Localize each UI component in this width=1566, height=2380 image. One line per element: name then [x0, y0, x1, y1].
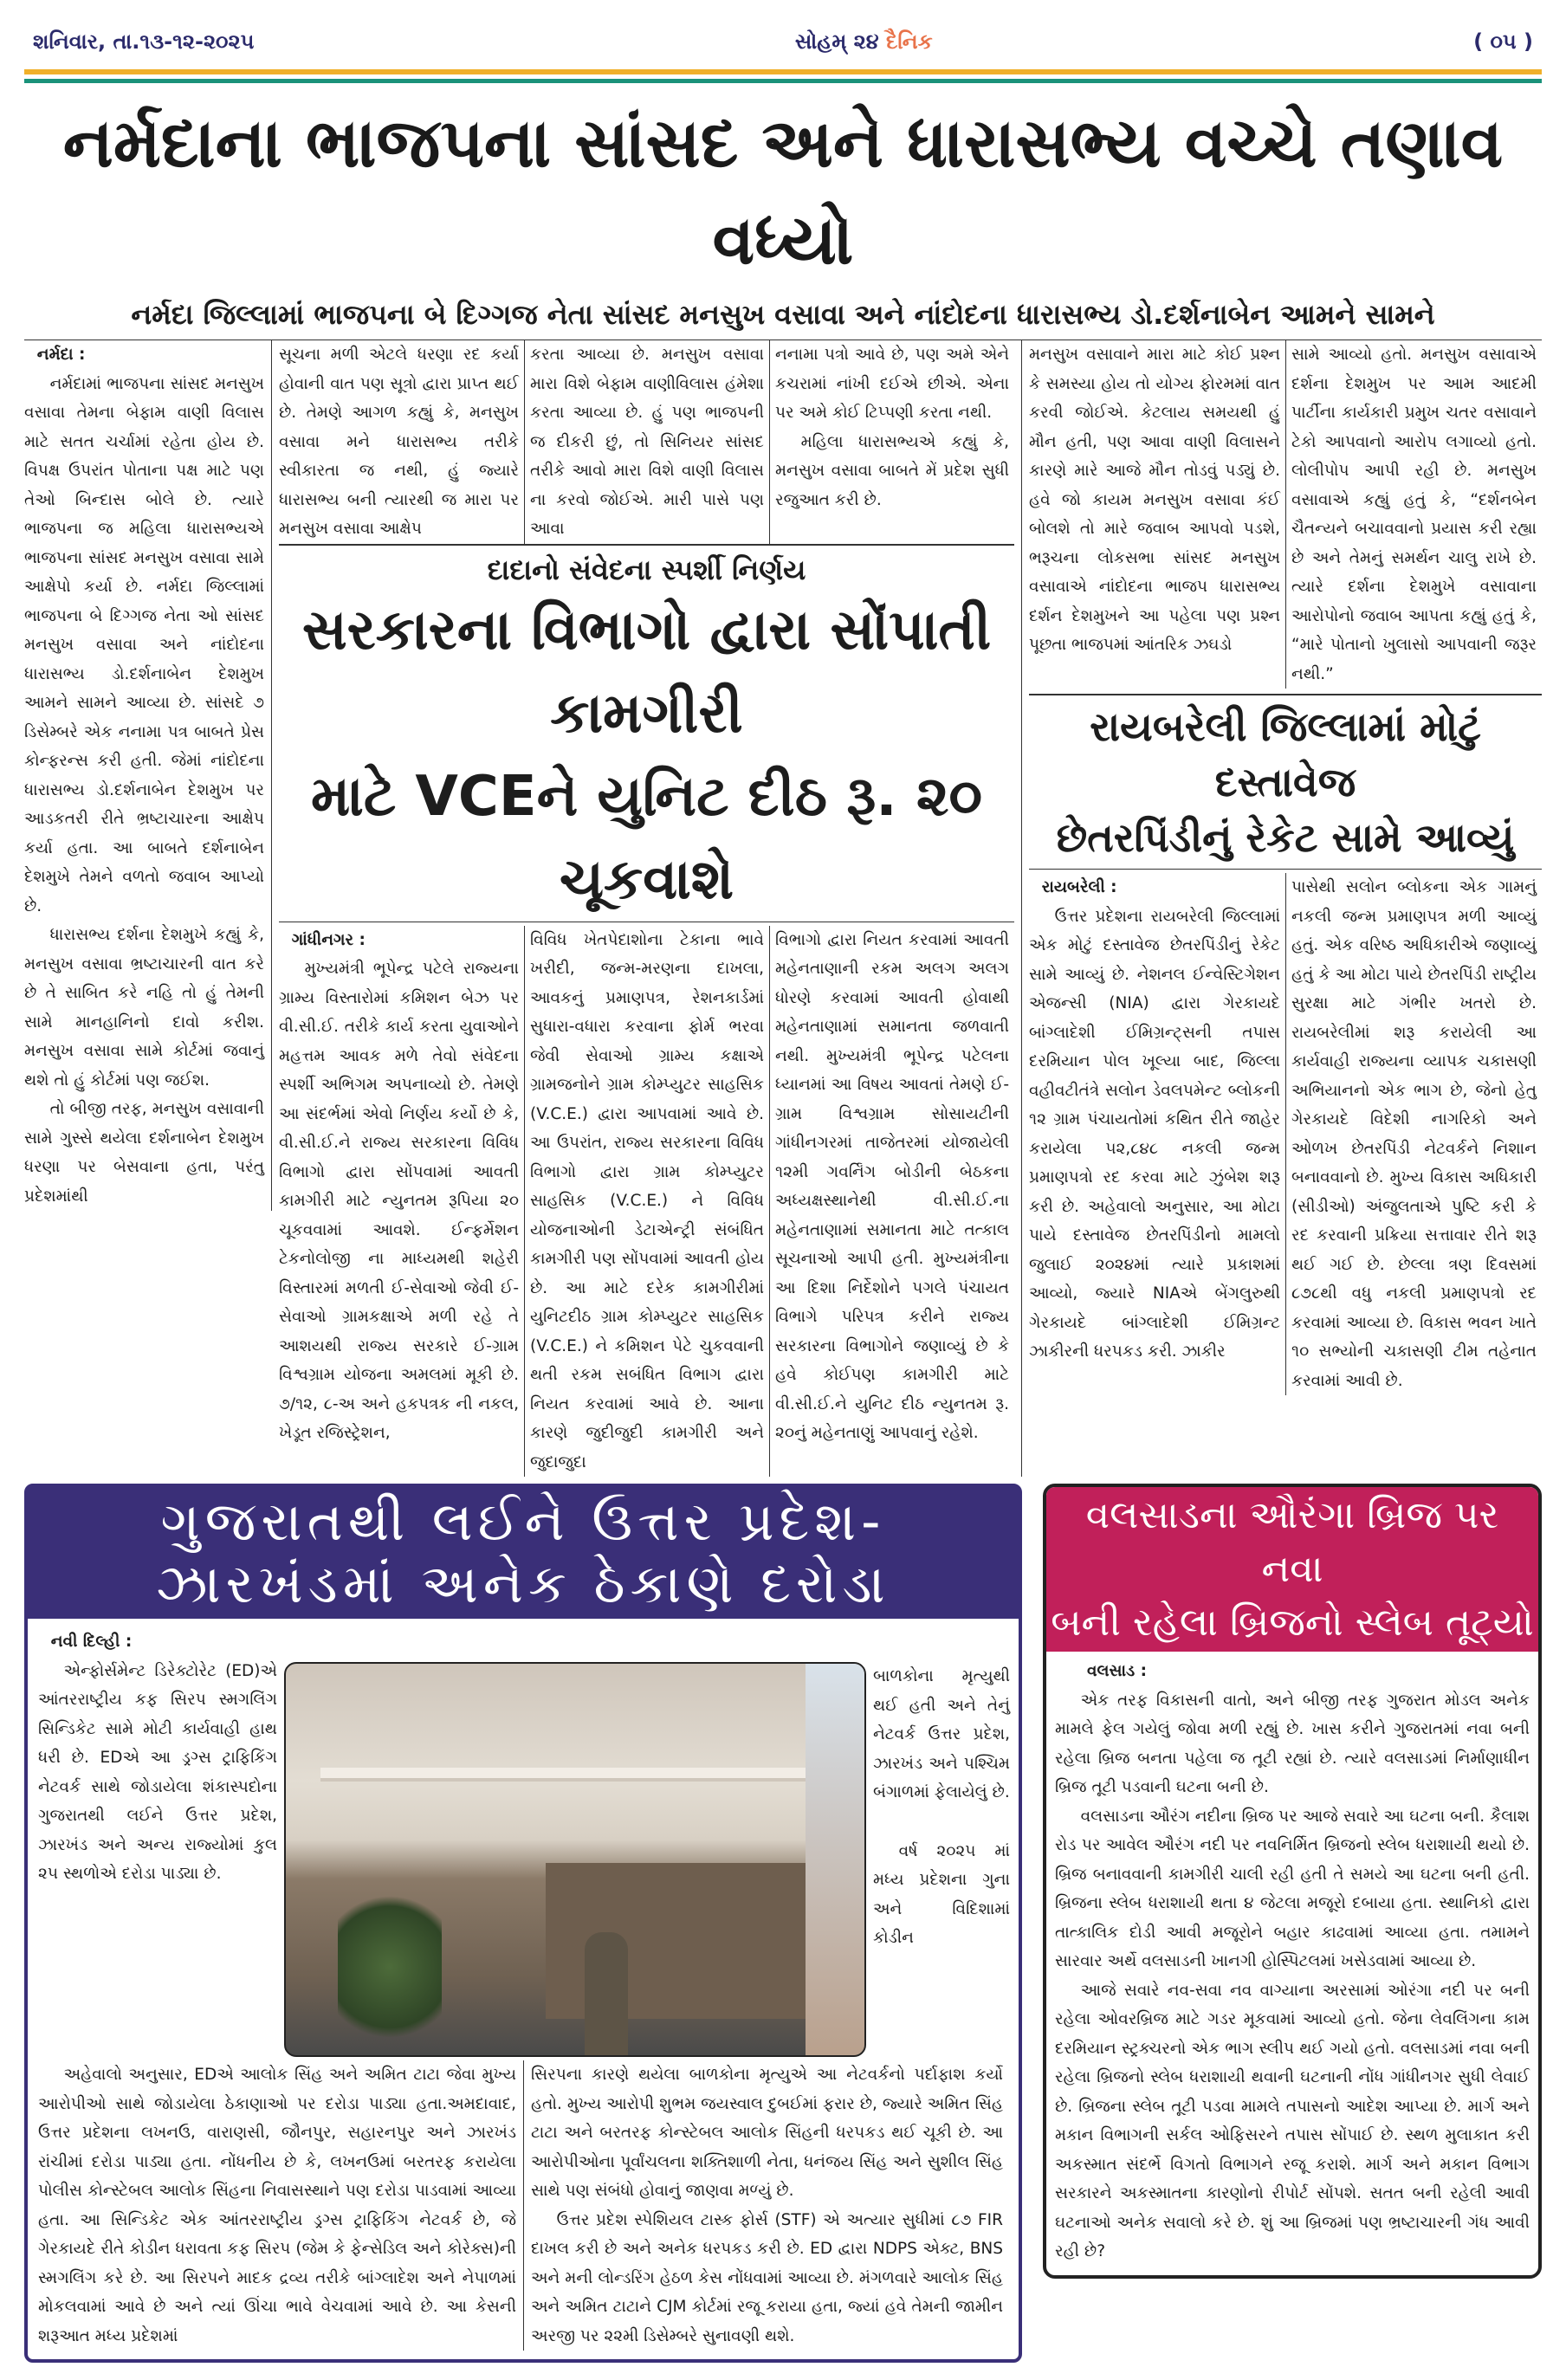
paragraph: એક તરફ વિકાસની વાતો, અને બીજી તરફ ગુજરાત મોડલ અનેક મામલે ફેલ ગયેલું જોવા મળી રહ્યું છે. ખાસ કરીને ગુજરાતમાં નવા બની રહેલા બ્રિજ બનતા પહેલા જ તૂટી રહ્યાં છે. ત્યારે વલસાડમાં નિર્માણાધીન બ્રિજ તૂટી પડવાની ઘટના બની છે.	[1055, 1691, 1530, 1796]
story1-column-2	[279, 340, 524, 544]
story2-column-2	[524, 926, 769, 1478]
story5-headline-line1: વલસાડના ઔરંગા બ્રિજ પર નવા	[1085, 1493, 1499, 1591]
story1-column-3	[524, 340, 769, 544]
paragraph: સૂચના મળી એટલે ધરણા રદ કર્યા હોવાની વાત પણ સૂત્રો દ્વારા પ્રાપ્ત થઈ છે. તેમણે આગળ કહ્યું કે, મનસુખ વસાવા મને ધારાસભ્ય તરીકે સ્વીકારતા જ નથી, હું જ્યારે ધારાસભ્ય બની ત્યારથી જ મારા પર મનસુખ વસાવા આક્ષેપ	[279, 346, 519, 538]
masthead-accent: દૈનિક	[885, 29, 933, 54]
paragraph: વિભાગો દ્વારા નિયત કરવામાં આવતી મહેનતાણાની રકમ અલગ અલગ ધોરણે કરવામાં આવતી હોવાથી મહેનતાણામાં સમાનતા જળવાતી નથી. મુખ્યમંત્રી ભૂપેન્દ્ર પટેલના ધ્યાનમાં આ વિષય આવતાં તેમણે ઈ-ગ્રામ વિશ્વગ્રામ સોસાયટીની ગાંધીનગરમાં તાજેતરમાં યોજાયેલી ૧૨મી ગવર્નિંગ બોડીની બેઠકના અધ્યક્ષસ્થાનેથી વી.સી.ઈ.ના મહેનતાણામાં સમાનતા માટે તત્કાલ સૂચનાઓ આપી હતી. મુખ્યમંત્રીના આ દિશા નિર્દેશોને પગલે પંચાયત વિભાગે પરિપત્ર કરીને રાજ્ય સરકારના વિભાગોને જણાવ્યું છે કે હવે કોઈપણ કામગીરી માટે વી.સી.ઈ.ને યુનિટ દીઠ ન્યુનતમ રૂ. ૨૦નું મહેનતાણું આપવાનું રહેશે.	[775, 930, 1009, 1442]
paragraph: સામે આવ્યો હતો. મનસુખ વસાવાએ દર્શના દેશમુખ પર આમ આદમી પાર્ટીના કાર્યકારી પ્રમુખ ચતર વસાવાને ટેકો આપવાનો આરોપ લગાવ્યો હતો. લોલીપોપ આપી રહી છે. મનસુખ વસાવાએ કહ્યું હતું કે, “દર્શનબેન ચૈતન્યને બચાવવાનો પ્રયાસ કરી રહ્યા છે અને તેમનું સમર્થન ચાલુ રાખે છે. ત્યારે દર્શના દેશમુખે વસાવાના આરોપોનો જવાબ આપતા કહ્યું હતું કે, “મારે પોતાનો ખુલાસો આપવાની જરૂર નથી.”	[1291, 346, 1537, 683]
right-cell	[1022, 340, 1542, 1395]
bottom-section	[24, 1484, 1542, 2363]
story2-headline-line1: સરકારના વિભાગો દ્વારા સોંપાતી કામગીરી	[301, 598, 992, 746]
story5-frame	[1043, 1484, 1542, 2279]
story2-column-1	[279, 926, 524, 1478]
orange-rule	[24, 69, 1542, 74]
story4-frame	[24, 1484, 1022, 2363]
story3-column-1	[1029, 873, 1285, 1395]
story3-column-2	[1285, 873, 1542, 1395]
story4-bottom-left	[38, 2060, 524, 2351]
plant	[338, 1880, 442, 2053]
story2-headline-line2: માટે VCEને યુનિટ દીઠ રૂ. ૨૦ ચૂકવાશે	[310, 764, 982, 912]
story4-bottom-body	[28, 2057, 1019, 2359]
paragraph: નર્મદામાં ભાજપના સાંસદ મનસુખ વસાવા તેમના બેફામ વાણી વિલાસ માટે સતત ચર્ચામાં રહેતા હોય છે. વિપક્ષ ઉપરાંત પોતાના પક્ષ માટે પણ તેઓ બિન્દાસ બોલે છે. ત્યારે ભાજપના જ મહિલા ધારાસભ્યએ ભાજપના સાંસદ મનસુખ વસાવા સામે આક્ષેપો કર્યા છે. નર્મદા જિલ્લામાં ભાજપના બે દિગ્ગજ નેતા ઓ સાંસદ મનસુખ વસાવા અને નાંદોદના ધારાસભ્ય ડો.દર્શનાબેન દેશમુખ આમને સામને આવ્યા છે. સાંસદે ૭ ડિસેમ્બરે એક નનામા પત્ર બાબતે પ્રેસ કોન્ફરન્સ કરી હતી. જેમાં નાંદોદના ધારાસભ્ય ડો.દર્શનાબેન દેશમુખ પર આડકતરી રીતે ભ્રષ્ટાચારના આક્ષેપ કર્યા હતા. આ બાબતે દર્શનાબેન દેશમુખે તેમને વળતો જવાબ આપ્યો છે.	[24, 374, 264, 915]
story5-headline	[1046, 1487, 1538, 1652]
story1-column-6	[1285, 340, 1542, 689]
story1-column-5	[1029, 340, 1285, 689]
story3-headline-line1: રાયબરેલી જિલ્લામાં મોટું દસ્તાવેજ	[1090, 703, 1481, 805]
story4-bottom-right	[524, 2060, 1010, 2351]
dateline: વલસાડ :	[1087, 1662, 1148, 1680]
paragraph: ઉત્તર પ્રદેશના રાયબરેલી જિલ્લામાં એક મોટું દસ્તાવેજ છેતરપિંડીનું રેકેટ સામે આવ્યું છે. નેશનલ ઈન્વેસ્ટિગેશન એજન્સી (NIA) દ્વારા ગેરકાયદે બાંગ્લાદેશી ઈમિગ્રન્ટ્સની તપાસ દરમિયાન પોલ ખૂલ્યા બાદ, જિલ્લા વહીવટીતંત્રે સલોન ડેવલપમેન્ટ બ્લોકની ૧૨ ગ્રામ પંચાયતોમાં કથિત રીતે જાહેર કરાયેલા ૫૨,૮૪૮ નકલી જન્મ પ્રમાણપત્રો રદ કરવા માટે ઝુંબેશ શરૂ કરી છે. અહેવાલો અનુસાર, આ મોટા પાયે દસ્તાવેજ છેતરપિંડીનો મામલો જુલાઈ ૨૦૨૪માં ત્યારે પ્રકાશમાં આવ્યો, જ્યારે NIAએ બેંગલુરુથી ગેરકાયદે બાંગ્લાદેશી ઈમિગ્રન્ટ ઝાકીરની ધરપકડ કરી. ઝાકીર	[1029, 907, 1280, 1361]
masthead	[795, 29, 933, 54]
raid-house-photo	[284, 1662, 866, 2057]
story2-headline	[279, 589, 1014, 922]
dateline: નર્મદા :	[36, 346, 86, 364]
story1-continuation	[279, 340, 1014, 544]
story1-column-1	[24, 340, 264, 1211]
page-header	[24, 24, 1542, 59]
middle-cell	[272, 340, 1022, 1477]
main-headline: નર્મદાના ભાજપના સાંસદ અને ધારાસભ્ય વચ્ચે તણાવ વધ્યો	[62, 105, 1504, 280]
dateline: ગાંધીનગર :	[291, 930, 366, 949]
story3-headline-line2: છેતરપિંડીનું રેકેટ સામે આવ્યું	[1056, 814, 1515, 861]
paragraph: ઉત્તર પ્રદેશ સ્પેશિયલ ટાસ્ક ફોર્સ (STF) એ અત્યાર સુધીમાં ૮૭ FIR દાખલ કરી છે અને અનેક ધરપકડ કરી છે. ED દ્વારા NDPS એક્ટ, BNS અને મની લોન્ડરિંગ હેઠળ કેસ નોંધવામાં આવ્યા છે. મંગળવારે આલોક સિંહ અને અમિત ટાટાને CJM કોર્ટમાં રજૂ કરાયા હતા, જ્યાં હવે તેમની જામીન અરજી પર ૨૨મી ડિસેમ્બરે સુનાવણી થશે.	[531, 2210, 1003, 2345]
masthead-title: સોહમ્ ૨૪	[794, 29, 879, 54]
page-number: ( ૦૫ )	[1473, 29, 1533, 54]
story4-left-column	[38, 1627, 277, 1889]
dateline: નવી દિલ્હી :	[50, 1633, 133, 1651]
story4-headline	[28, 1487, 1019, 1619]
paragraph: નનામા પત્રો આવે છે, પણ અમે એને કચરામાં નાંખી દઈએ છીએ. એના પર અમે કોઈ ટિપ્પણી કરતા નથી.	[775, 346, 1009, 422]
story1-right-columns	[1029, 340, 1542, 689]
balcony-railing	[320, 1768, 806, 1782]
paragraph: મનસુખ વસાવાને મારા માટે કોઈ પ્રશ્ન કે સમસ્યા હોય તો યોગ્ય ફોરમમાં વાત કરવી જોઈએ. કેટલાય સમયથી હું મૌન હતી, પણ આવા વાણી વિલાસને કારણે મારે આજે મૌન તોડવું પડ્યું છે. હવે જો કાયમ મનસુખ વસાવા કંઈ બોલશે તો મારે જવાબ આપવો પડશે, ભરૂચના લોકસભા સાંસદ મનસુખ વસાવાએ નાંદોદના ભાજપ ધારાસભ્ય દર્શન દેશમુખને આ પહેલા પણ પ્રશ્ન પૂછતા ભાજપમાં આંતરિક ઝઘડો	[1029, 346, 1280, 654]
sky	[806, 1664, 864, 2057]
story2-body	[279, 926, 1014, 1478]
story1-column-4	[769, 340, 1014, 544]
paragraph: વલસાડના ઔરંગ નદીના બ્રિજ પર આજે સવારે આ ઘટના બની. કૈલાશ રોડ પર આવેલ ઔરંગ નદી પર નવનિર્મિત બ્રિજનો સ્લેબ ધરાશાયી થયો છે. બ્રિજ બનાવવાની કામગીરી ચાલી રહી હતી તે સમયે આ ઘટના બની હતી. બ્રિજના સ્લેબ ધરાશાયી થતા ૪ જેટલા મજૂરો દબાયા હતા. સ્થાનિકો દ્વારા તાત્કાલિક દોડી આવી મજૂરોને બહાર કાઢવામાં આવ્યા હતા. તમામને સારવાર અર્થે વલસાડની ખાનગી હોસ્પિટલમાં ખસેડવામાં આવ્યા છે.	[1055, 1807, 1530, 1970]
green-rule	[24, 79, 1542, 83]
paragraph: મહિલા ધારાસભ્યએ કહ્યું કે, મનસુખ વસાવા બાબતે મેં પ્રદેશ સુધી રજુઆત કરી છે.	[775, 432, 1009, 509]
story5-body	[1046, 1652, 1538, 2275]
paragraph: વિવિધ ખેતપેદાશોના ટેકાના ભાવે ખરીદી, જન્મ-મરણના દાખલા, આવકનું પ્રમાણપત્ર, રેશનકાર્ડમાં સુધારા-વધારા કરવાના ફોર્મ ભરવા જેવી સેવાઓ ગ્રામ્ય કક્ષાએ ગ્રામજનોને ગ્રામ કોમ્પ્યુટર સાહસિક (V.C.E.) દ્વારા આપવામાં આવે છે. આ ઉપરાંત, રાજ્ય સરકારના વિવિધ વિભાગો દ્વારા ગ્રામ કોમ્પ્યુટર સાહસિક (V.C.E.) ને વિવિધ યોજનાઓની ડેટાએન્ટ્રી સંબંધિત કામગીરી પણ સોંપવામાં આવતી હોય છે. આ માટે દરેક કામગીરીમાં યુનિટદીઠ ગ્રામ કોમ્પ્યુટર સાહસિક (V.C.E.) ને કમિશન પેટે ચુકવવાની થતી રકમ સબંધિત વિભાગ દ્વારા નિયત કરવામાં આવે છે. આના કારણે જુદીજુદી કામગીરી અને જુદાજુદા	[530, 930, 764, 1471]
story4-headline-line1: ગુજરાતથી લઈને ઉત્તર પ્રદેશ-	[160, 1490, 886, 1553]
story2-column-3	[769, 926, 1014, 1478]
dateline: રાયબરેલી :	[1041, 878, 1117, 896]
paragraph: આજે સવારે નવ-સવા નવ વાગ્યાના અરસામાં ઓરંગા નદી પર બની રહેલા ઓવરબ્રિજ માટે ગડર મૂકવામાં આવ્યો હતો. જેના લેવલિંગના કામ દરમિયાન સ્ટ્રક્ચરનો એક ભાગ સ્લીપ થઈ ગયો હતો. વલસાડમાં નવા બની રહેલા બ્રિજનો સ્લેબ ધરાશાયી થવાની ઘટનાની નોંધ ગાંધીનગર સુધી લેવાઈ છે. બ્રિજના સ્લેબ તૂટી પડવા મામલે તપાસનો આદેશ આપ્યા છે. માર્ગ અને મકાન વિભાગની સર્કલ ઓફિસરને તપાસ સોંપાઈ છે. સ્થળ મુલાકાત કરી અકસ્માત સંદર્ભે વિગતો વિભાગને રજૂ કરાશે. માર્ગ અને મકાન વિભાગ સરકારને અકસ્માતના કારણોનો રીપોર્ટ સોંપશે. સતત બની રહેલી આવી ઘટનાઓ અનેક સવાલો કરે છે. શું આ બ્રિજમાં પણ ભ્રષ્ટાચારની ગંધ આવી રહી છે?	[1055, 1981, 1530, 2260]
sub-headline: નર્મદા જિલ્લામાં ભાજપના બે દિગ્ગજ નેતા સાંસદ મનસુખ વસાવા અને નાંદોદના ધારાસભ્ય ડો.દર્શનાબેન આમને સામને	[24, 289, 1542, 340]
story4-top-body	[28, 1619, 1019, 2057]
paragraph: કરતા આવ્યા છે. મનસુખ વસાવા મારા વિશે બેફામ વાણીવિલાસ હંમેશા કરતા આવ્યા છે. હું પણ ભાજપની જ દીકરી છું, તો સિનિયર સાંસદ તરીકે આવો મારા વિશે વાણી વિલાસ ના કરવો જોઈએ. મારી પાસે પણ આવા	[530, 346, 764, 538]
paragraph: તો બીજી તરફ, મનસુખ વસાવાની સામે ગુસ્સે થયેલા દર્શનાબેન દેશમુખ ધરણા પર બેસવાના હતા, પરંતુ પ્રદેશમાંથી	[24, 1100, 264, 1206]
story4-right-column	[873, 1662, 1010, 1953]
person	[585, 1932, 628, 2057]
story3-headline	[1029, 694, 1542, 870]
story2-kicker: દાદાનો સંવેદના સ્પર્શી નિર્ણય	[279, 544, 1014, 589]
paragraph: બાળકોના મૃત્યુથી થઈ હતી અને તેનું નેટવર્ક ઉત્તર પ્રદેશ, ઝારખંડ અને પશ્ચિમ બંગાળમાં ફેલાયેલું છે.	[873, 1667, 1010, 1801]
story3-body	[1029, 873, 1542, 1395]
paragraph: સિરપના કારણે થયેલા બાળકોના મૃત્યુએ આ નેટવર્કનો પર્દાફાશ કર્યો હતો. મુખ્ય આરોપી શુભમ જયસ્વાલ દુબઈમાં ફરાર છે, જ્યારે અમિત સિંહ ટાટા અને બરતરફ કોન્સ્ટેબલ આલોક સિંહની ધરપકડ થઈ ચૂકી છે. આ આરોપીઓના પૂર્વાંચલના શક્તિશાળી નેતા, ધનંજય સિંહ અને સુશીલ સિંહ સાથે પણ સંબંધો હોવાનું જાણવા મળ્યું છે.	[531, 2066, 1003, 2200]
top-section	[24, 340, 1542, 1477]
paragraph: ધારાસભ્ય દર્શના દેશમુખે કહ્યું કે, મનસુખ વસાવા ભ્રષ્ટાચારની વાત કરે છે તે સાબિત કરે નહિ તો હું તેમની સામે માનહાનિનો દાવો કરીશ. મનસુખ વસાવા સામે કોર્ટમાં જવાનું થશે તો હું કોર્ટમાં પણ જઈશ.	[24, 926, 264, 1090]
paragraph: એન્ફોર્સમેન્ટ ડિરેક્ટોરેટ (ED)એ આંતરરાષ્ટ્રીય કફ સિરપ સ્મગલિંગ સિન્ડિકેટ સામે મોટી કાર્યવાહી હાથ ધરી છે. EDએ આ ડ્રગ્સ ટ્રાફિકિંગ નેટવર્ક સાથે જોડાયેલા શંકાસ્પદોના ગુજરાતથી લઈને ઉત્તર પ્રદેશ, ઝારખંડ અને અન્ય રાજ્યોમાં કુલ ૨૫ સ્થળોએ દરોડા પાડ્યા છે.	[38, 1661, 277, 1883]
paragraph: વર્ષ ૨૦૨૫ માં મધ્ય પ્રદેશના ગુના અને વિદિશામાં કોડીન	[873, 1841, 1010, 1947]
story5-headline-line2: બની રહેલા બ્રિજનો સ્લેબ તૂટ્યો	[1051, 1601, 1534, 1645]
story4-headline-line2: ઝારખંડમાં અનેક ઠેકાણે દરોડા	[156, 1552, 890, 1615]
issue-date: શનિવાર, તા.૧૩-૧૨-૨૦૨૫	[33, 29, 255, 54]
paragraph: મુખ્યમંત્રી ભૂપેન્દ્ર પટેલે રાજ્યના ગ્રામ્ય વિસ્તારોમાં કમિશન બેઝ પર વી.સી.ઈ. તરીકે કાર્ય કરતા યુવાઓને મહત્તમ આવક મળે તેવો સંવેદના સ્પર્શી અભિગમ અપનાવ્યો છે. તેમણે આ સંદર્ભમાં એવો નિર્ણય કર્યો છે કે, વી.સી.ઈ.ને રાજ્ય સરકારના વિવિધ વિભાગો દ્વારા સોંપવામાં આવતી કામગીરી માટે ન્યુનતમ રૂપિયા ૨૦ ચૂકવવામાં આવશે. ઈન્ફર્મેશન ટેકનોલોજી ના માધ્યમથી શહેરી વિસ્તારમાં મળતી ઈ-સેવાઓ જેવી ઈ-સેવાઓ ગ્રામકક્ષાએ મળી રહે તે આશયથી રાજ્ય સરકારે ઈ-ગ્રામ વિશ્વગ્રામ યોજના અમલમાં મૂકી છે. ૭/૧૨, ૮-અ અને હકપત્રક ની નકલ, ખેડૂત રજિસ્ટ્રેશન,	[279, 960, 519, 1442]
paragraph: અહેવાલો અનુસાર, EDએ આલોક સિંહ અને અમિત ટાટા જેવા મુખ્ય આરોપીઓ સાથે જોડાયેલા ઠેકાણાઓ પર દરોડા પાડ્યા હતા.અમદાવાદ, ઉત્તર પ્રદેશના લખનઉ, વારાણસી, જૌનપુર, સહારનપુર અને ઝારખંડ રાંચીમાં દરોડા પાડ્યા હતા. નોંધનીય છે કે, લખનઉમાં બરતરફ કરાયેલા પોલીસ કોન્સ્ટેબલ આલોક સિંહના નિવાસસ્થાને પણ દરોડા પાડવામાં આવ્યા હતા. આ સિન્ડિકેટ એક આંતરરાષ્ટ્રીય ડ્રગ્સ ટ્રાફિકિંગ નેટવર્ક છે, જે ગેરકાયદે રીતે કોડીન ધરાવતા કફ સિરપ (જેમ કે ફેન્સેડિલ અને કોરેક્સ)ની સ્મગલિંગ કરે છે. આ સિરપને માદક દ્રવ્ય તરીકે બાંગ્લાદેશ અને નેપાળમાં મોકલવામાં આવે છે અને ત્યાં ઊંચા ભાવે વેચવામાં આવે છે. આ કેસની શરૂઆત મધ્ય પ્રદેશમાં	[38, 2066, 516, 2345]
paragraph: પાસેથી સલોન બ્લોકના એક ગામનું નકલી જન્મ પ્રમાણપત્ર મળી આવ્યું હતું. એક વરિષ્ઠ અધિકારીએ જણાવ્યું હતું કે આ મોટા પાયે છેતરપિંડી રાષ્ટ્રીય સુરક્ષા માટે ગંભીર ખતરો છે. રાયબરેલીમાં શરૂ કરાયેલી આ કાર્યવાહી રાજ્યના વ્યાપક ચકાસણી અભિયાનનો એક ભાગ છે, જેનો હેતુ ગેરકાયદે વિદેશી નાગરિકો અને ઓળખ છેતરપિંડી નેટવર્કને નિશાન બનાવવાનો છે. મુખ્ય વિકાસ અધિકારી (સીડીઓ) અંજુલતાએ પુષ્ટિ કરી કે રદ કરવાની પ્રક્રિયા સત્તાવાર રીતે શરૂ થઈ ગઈ છે. છેલ્લા ત્રણ દિવસમાં ૮૭૮થી વધુ નકલી પ્રમાણપત્રો રદ કરવામાં આવ્યા છે. વિકાસ ભવન ખાતે ૧૦ સભ્યોની ચકાસણી ટીમ તહેનાત કરવામાં આવી છે.	[1291, 878, 1537, 1390]
left-column-cell	[24, 340, 272, 1211]
